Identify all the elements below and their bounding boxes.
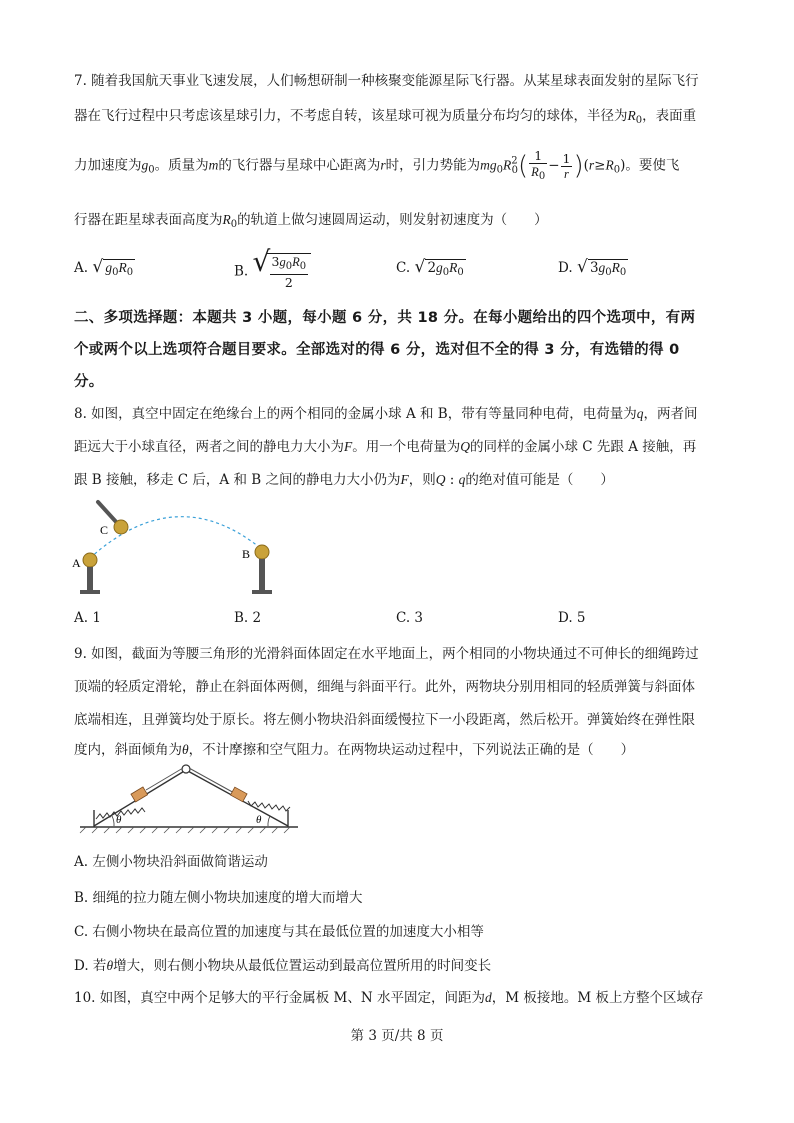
label-a: A: [72, 556, 81, 570]
q9-line-2: 顶端的轻质定滑轮，静止在斜面体两侧，细绳与斜面平行。此外，两物块分别用相同的轻质弹簧与斜面体: [74, 679, 695, 695]
right-block: [230, 787, 247, 802]
q8-line-2: 距远大于小球直径，两者之间的静电力大小为F。用一个电荷量为Q的同样的金属小球 C 先跟 A 接触，再: [74, 439, 697, 455]
rope-left: [146, 768, 183, 790]
section-2-heading-line-1: 二、多项选择题：本题共 3 小题，每小题 6 分，共 18 分。在每小题给出的四个选项中，有两: [74, 310, 696, 326]
incline-figure: [76, 760, 306, 840]
stand-a: [87, 567, 93, 591]
right-angle-label: θ: [256, 814, 262, 826]
q7-option-a: A. √ $g_0R_0$: [74, 257, 134, 278]
q9-line-3: 底端相连，且弹簧均处于原长。将左侧小物块沿斜面缓慢拉下一小段距离，然后松开。弹簧始终在弹性限: [74, 712, 695, 728]
pulley: [182, 765, 190, 773]
q9-line-1: 9. 如图，截面为等腰三角形的光滑斜面体固定在水平地面上，两个相同的小物块通过不可伸长的细绳跨过: [74, 646, 699, 662]
left-angle-label: θ: [116, 814, 122, 826]
section-2-heading-line-2: 个或两个以上选项符合题目要求。全部选对的得 6 分，选对但不全的得 3 分，有选错的得 0: [74, 342, 680, 358]
section-2-heading-line-3: 分。: [74, 374, 104, 390]
q9-option-c: C. 右侧小物块在最高位置的加速度与其在最低位置的加速度大小相等: [74, 924, 484, 940]
q8-line-3: 跟 B 接触，移走 C 后，A 和 B 之间的静电力大小仍为F，则Q : q的绝对值可能是（ ）: [74, 472, 614, 488]
q7-option-d: D. √ $3g_0R_0$: [558, 257, 627, 278]
q8-line-1: 8. 如图，真空中固定在绝缘台上的两个相同的金属小球 A 和 B，带有等量同种电荷，电荷量为q，两者间: [74, 406, 698, 422]
ground-hatching: [80, 827, 290, 833]
c-handle: [98, 502, 118, 524]
q7-line-2: 器在飞行过程中只考虑该星球引力，不考虑自转，该星球可视为质量分布均匀的球体，半径为$R_0$，表面重: [74, 108, 697, 126]
base-a: [80, 590, 100, 594]
left-angle-arc: [112, 816, 114, 826]
sphere-a: [83, 553, 97, 567]
right-spring: [248, 801, 290, 811]
q8-option-d: D. 5: [558, 610, 586, 626]
q7-line-4: 行器在距星球表面高度为$R_0$的轨道上做匀速圆周运动，则发射初速度为（ ）: [74, 212, 548, 230]
label-c: C: [100, 523, 109, 537]
q9-option-a: A. 左侧小物块沿斜面做简谐运动: [74, 854, 268, 870]
q9-line-4: 度内，斜面倾角为θ，不计摩擦和空气阻力。在两物块运动过程中，下列说法正确的是（ ）: [74, 742, 635, 758]
right-angle-arc: [268, 816, 270, 826]
q7-line-1: 7. 随着我国航天事业飞速发展，人们畅想研制一种核聚变能源星际飞行器。从某星球表面发射的星际飞行: [74, 73, 699, 89]
page-footer: 第 3 页/共 8 页: [350, 1028, 444, 1044]
q8-option-a: A. 1: [74, 610, 101, 626]
q8-option-c: C. 3: [396, 610, 424, 626]
q8-option-b: B. 2: [234, 610, 262, 626]
base-b: [252, 590, 272, 594]
left-block: [131, 787, 148, 802]
rope-right: [189, 768, 236, 794]
q7-line-3: 力加速度为$g_0$。质量为m的飞行器与星球中心距离为r时，引力势能为$mg_0R^2_0$( $\frac{1}{R_0}$ − $\frac{1}{r}$ )$(r\ge R_0)$。要使飞: [74, 148, 680, 182]
q10-line-1: 10. 如图，真空中两个足够大的平行金属板 M、N 水平固定，间距为d，M 板接地。M 板上方整个区域存: [74, 990, 704, 1006]
stand-b: [259, 559, 265, 591]
label-b: B: [242, 547, 251, 561]
q7-option-c: C. √ $2g_0R_0$: [396, 257, 464, 278]
sphere-b: [255, 545, 269, 559]
sphere-c: [114, 520, 128, 534]
q7-option-b: B. √ $\frac{3g_0R_0}{2}$: [234, 253, 311, 290]
charged-spheres-figure: [68, 494, 288, 604]
q9-option-b: B. 细绳的拉力随左侧小物块加速度的增大而增大: [74, 890, 363, 906]
q9-option-d: D. 若θ增大，则右侧小物块从最低位置运动到最高位置所用的时间变长: [74, 958, 492, 974]
